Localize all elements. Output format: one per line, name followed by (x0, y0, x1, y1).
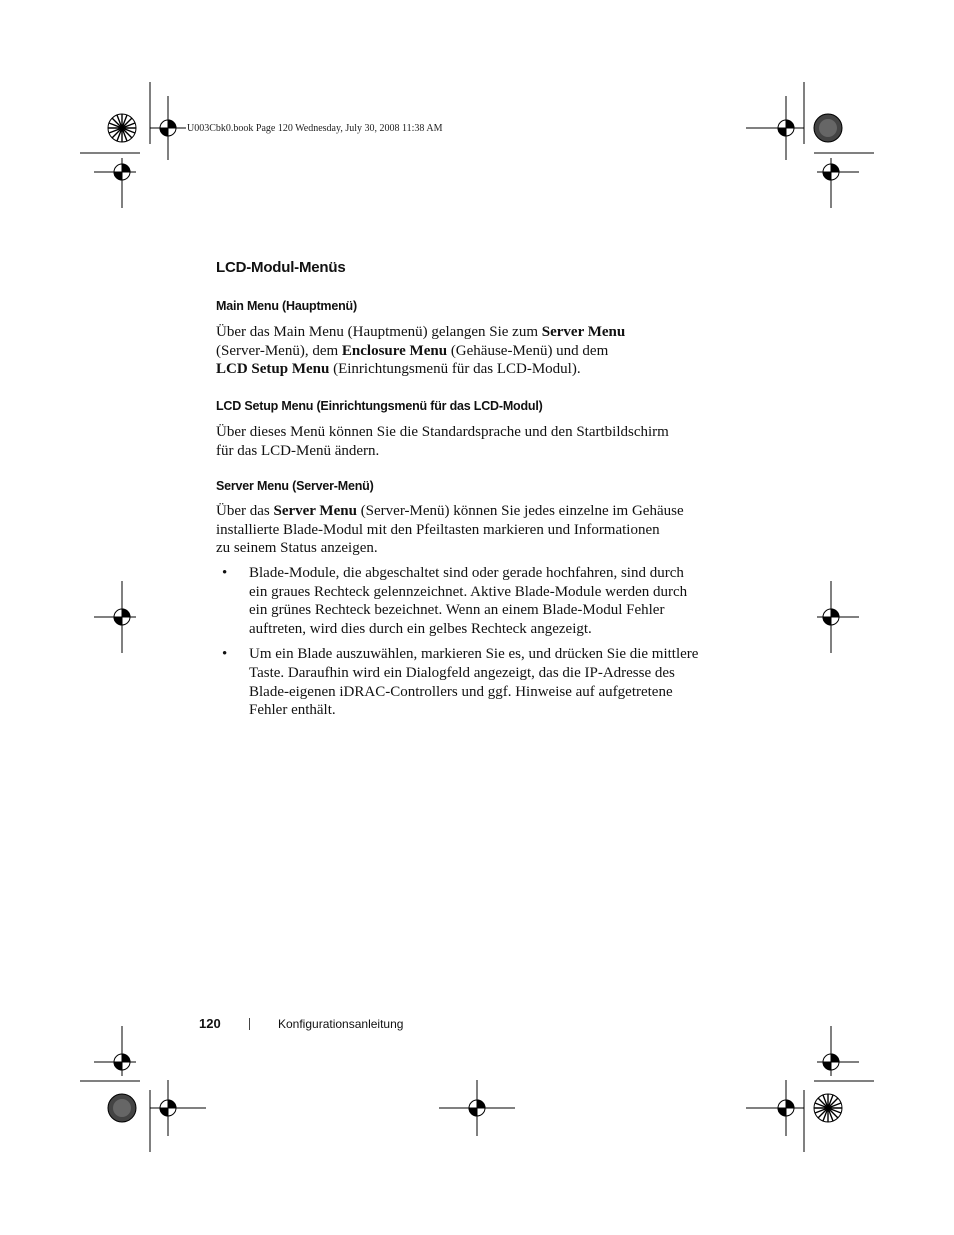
text: zu seinem Status anzeigen. (216, 540, 378, 557)
bold-term: Server Menu (541, 324, 626, 340)
text: Taste. Daraufhin wird ein Dialogfeld angezeigt, das die IP-Adresse des (249, 664, 675, 681)
footer-divider (249, 1018, 250, 1030)
text: für das LCD-Menü ändern. (216, 442, 380, 459)
text: Blade-Module, die abgeschaltet sind oder gerade hochfahren, sind durch (249, 565, 684, 581)
footer-doc-title: Konfigurationsanleitung (278, 1017, 404, 1031)
text: ein graues Rechteck gelennzeichnet. Aktive Blade-Module werden durch (249, 583, 688, 600)
text: installierte Blade-Modul mit den Pfeiltasten markieren und Informationen (216, 521, 660, 538)
bold-term: Enclosure Menu (341, 342, 448, 359)
bullet-list (222, 564, 722, 727)
text: Fehler enthält. (249, 702, 336, 719)
heading-server-menu: Server Menu (Server-Menü) (216, 479, 374, 493)
list-item (222, 564, 722, 638)
bullet-icon: • (222, 565, 228, 581)
text: (Gehäuse-Menü) und dem (447, 342, 609, 359)
text: Blade-eigenen iDRAC-Controllers und ggf. Hinweise auf aufgetretene (249, 683, 673, 700)
text: Um ein Blade auszuwählen, markieren Sie es, und drücken Sie die mittlere (249, 646, 699, 663)
page-title: LCD-Modul-Menüs (216, 259, 346, 276)
paragraph-main-menu (216, 323, 726, 379)
text: (Server-Menü) können Sie jedes einzelne im Gehäuse (356, 503, 684, 519)
print-header: U003Cbk0.book Page 120 Wednesday, July 30, 2008 11:38 AM (187, 123, 443, 134)
heading-main-menu: Main Menu (Hauptmenü) (216, 299, 357, 313)
bold-term: LCD Setup Menu (216, 361, 330, 378)
paragraph-server-menu (216, 502, 726, 558)
text: (Einrichtungsmenü für das LCD-Modul). (329, 361, 581, 378)
bold-term: Server Menu (273, 503, 357, 519)
text: (Server-Menü), dem (216, 342, 342, 359)
text: Über dieses Menü können Sie die Standardsprache und den Startbildschirm (216, 424, 669, 440)
list-item (222, 645, 722, 719)
page-number: 120 (199, 1016, 221, 1031)
bullet-icon: • (222, 646, 228, 663)
text: auftreten, wird dies durch ein gelbes Rechteck angezeigt. (249, 620, 592, 637)
paragraph-lcd-setup (216, 423, 726, 460)
text: Über das (216, 503, 274, 519)
heading-lcd-setup: LCD Setup Menu (Einrichtungsmenü für das LCD-Modul) (216, 399, 543, 413)
text: Über das Main Menu (Hauptmenü) gelangen Sie zum (216, 324, 542, 340)
text: ein grünes Rechteck bezeichnet. Wenn an einem Blade-Modul Fehler (249, 602, 665, 619)
